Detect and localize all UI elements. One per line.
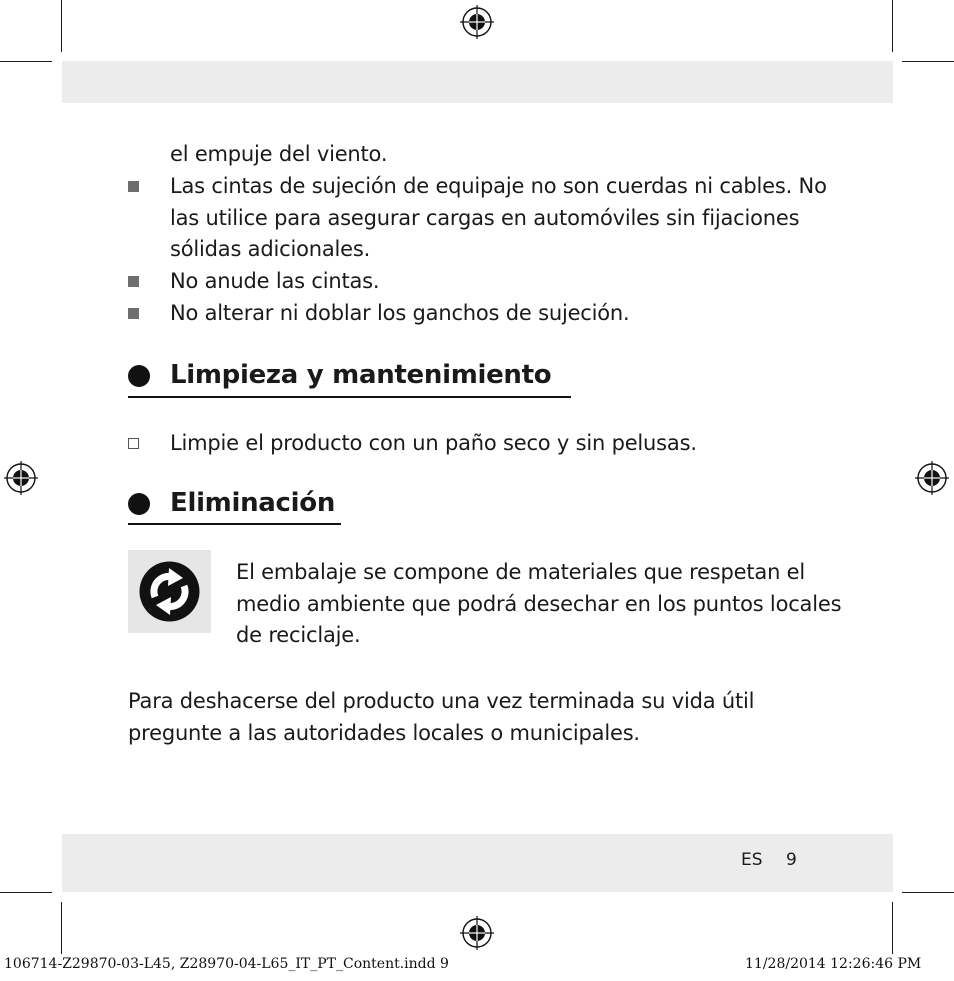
paragraph-line: medio ambiente que podrá desechar en los puntos locales	[236, 591, 842, 616]
continuation-text: el empuje del viento.	[170, 142, 388, 166]
page-number: 9	[786, 850, 797, 870]
list-item	[128, 171, 828, 266]
registration-mark-icon	[460, 916, 494, 950]
section-heading-disposal	[128, 488, 344, 528]
crop-mark-top-right-horizontal	[902, 61, 954, 62]
slug-file-info: 106714-Z29870-03-L45, Z28970-04-L65_IT_PT_Content.indd 9	[4, 956, 449, 972]
square-bullet-icon	[128, 276, 139, 287]
list-item	[128, 428, 828, 460]
list-item	[128, 266, 828, 298]
paragraph-line: pregunte a las autoridades locales o municipales.	[128, 720, 640, 745]
list-item-line: Limpie el producto con un paño seco y sin pelusas.	[170, 431, 697, 455]
section-title: Eliminación	[170, 488, 336, 518]
list-item-line: Las cintas de sujeción de equipaje no son cuerdas ni cables. No	[170, 174, 827, 198]
list-item-line: No anude las cintas.	[170, 269, 380, 293]
square-bullet-icon	[128, 181, 139, 192]
checkbox-bullet-icon	[128, 438, 139, 449]
green-dot-recycle-icon	[128, 550, 211, 633]
footer-band	[62, 834, 893, 892]
crop-mark-top-left-horizontal	[0, 61, 52, 62]
registration-mark-icon	[4, 461, 38, 495]
registration-mark-icon	[460, 5, 494, 39]
list-item-line: las utilice para asegurar cargas en automóviles sin fijaciones	[170, 205, 800, 230]
crop-mark-bottom-right-vertical	[892, 902, 893, 954]
heading-underline	[128, 523, 341, 525]
slug-datetime: 11/28/2014 12:26:46 PM	[745, 956, 922, 972]
paragraph-line: El embalaje se compone de materiales que respetan el	[236, 560, 806, 584]
crop-mark-top-left-vertical	[61, 0, 62, 52]
footer-language: ES	[741, 850, 763, 870]
list-item-line: sólidas adicionales.	[170, 237, 371, 261]
list-item	[128, 298, 828, 330]
header-band	[62, 61, 893, 103]
crop-mark-top-right-vertical	[892, 0, 893, 52]
product-disposal-paragraph	[128, 686, 754, 749]
list-item-line: No alterar ni doblar los ganchos de sujeción.	[170, 301, 630, 325]
paragraph-line: Para deshacerse del producto una vez terminada su vida útil	[128, 689, 755, 713]
section-heading-cleaning	[128, 360, 573, 400]
registration-mark-icon	[915, 461, 949, 495]
paragraph-line: de reciclaje.	[236, 623, 361, 647]
heading-bullet-icon	[128, 365, 150, 387]
section-title: Limpieza y mantenimiento	[170, 360, 552, 390]
heading-bullet-icon	[128, 493, 150, 515]
crop-mark-bottom-left-horizontal	[0, 892, 52, 893]
crop-mark-bottom-left-vertical	[61, 902, 62, 954]
crop-mark-bottom-right-horizontal	[902, 892, 954, 893]
square-bullet-icon	[128, 308, 139, 319]
recycle-icon-box	[128, 550, 211, 633]
heading-underline	[128, 396, 571, 398]
packaging-paragraph	[236, 557, 841, 652]
